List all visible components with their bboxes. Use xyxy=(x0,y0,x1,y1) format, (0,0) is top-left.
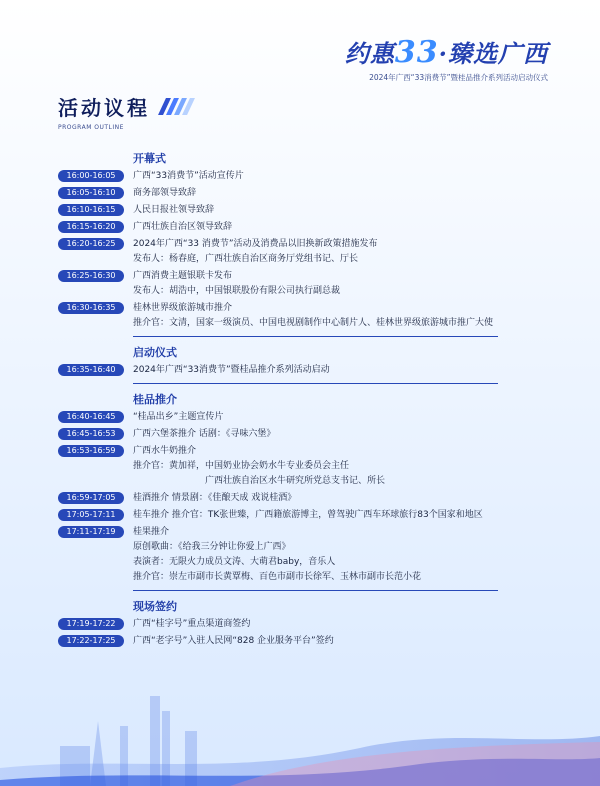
time-badge: 16:00-16:05 xyxy=(58,170,124,182)
agenda-item xyxy=(58,617,498,632)
time-badge: 16:53-16:59 xyxy=(58,445,124,457)
time-badge: 17:05-17:11 xyxy=(58,509,124,521)
time-badge: 16:59-17:05 xyxy=(58,492,124,504)
agenda-item xyxy=(58,508,498,523)
agenda-item-line: 桂车推介 推介官：TK张世臻，广西籍旅游博主，曾驾驶广西车环球旅行83个国家和地区 xyxy=(133,510,483,520)
agenda-item-line: 桂林世界级旅游城市推介 xyxy=(133,303,233,313)
agenda-item-line: 推介官：黄加祥，中国奶业协会奶水牛专业委员会主任 xyxy=(133,461,350,471)
agenda-item-text xyxy=(133,237,378,267)
agenda-section-title: 开幕式 xyxy=(133,152,166,165)
section-divider xyxy=(133,336,498,337)
agenda-item-line: 商务部领导致辞 xyxy=(133,188,197,198)
time-badge: 16:05-16:10 xyxy=(58,187,124,199)
agenda-item xyxy=(58,269,498,299)
agenda-item-text xyxy=(133,220,232,235)
agenda-section xyxy=(58,344,498,384)
agenda-item-line: 广西“老字号”入驻人民网“828 企业服务平台”签约 xyxy=(133,636,334,646)
agenda-item-line: 推介官：崇左市副市长黄覃梅、百色市副市长徐军、玉林市副市长范小花 xyxy=(133,572,422,582)
agenda-item-line: 2024年广西“33 消费节”活动及消费品以旧换新政策措施发布 xyxy=(133,239,378,249)
agenda-item-text xyxy=(133,301,493,331)
section-divider xyxy=(133,383,498,384)
section-subtitle: PROGRAM OUTLINE xyxy=(58,124,124,131)
agenda-item-line: 广西壮族自治区水牛研究所党总支书记、所长 xyxy=(205,476,386,486)
event-logo-title: 约惠33·臻选广西 xyxy=(344,35,548,70)
agenda-item-text xyxy=(133,186,196,201)
agenda-item xyxy=(58,410,498,425)
agenda-item xyxy=(58,186,498,201)
agenda-item xyxy=(58,525,498,585)
agenda-item-text xyxy=(133,617,250,632)
agenda-section xyxy=(58,150,498,337)
time-badge: 16:25-16:30 xyxy=(58,270,124,282)
agenda-section-title: 桂品推介 xyxy=(133,393,177,406)
agenda-item-line: 表演者：无限火力成员文涛、大萌君baby，音乐人 xyxy=(133,557,336,567)
section-title: 活动议程 xyxy=(58,92,191,121)
agenda-item-line: 广西“33消费节”活动宣传片 xyxy=(133,171,244,181)
agenda-item-line: 2024年广西“33消费节”暨桂品推介系列活动启动 xyxy=(133,365,330,375)
agenda-section xyxy=(58,598,498,649)
time-badge: 16:10-16:15 xyxy=(58,204,124,216)
agenda-item-line: 人民日报社领导致辞 xyxy=(133,205,215,215)
agenda-item xyxy=(58,203,498,218)
agenda-item xyxy=(58,427,498,442)
agenda-item-line: 推介官：文清，国家一级演员、中国电视剧制作中心制片人、桂林世界级旅游城市推广大使 xyxy=(133,318,494,328)
agenda-item-text xyxy=(133,203,214,218)
time-badge: 16:20-16:25 xyxy=(58,238,124,250)
agenda-item xyxy=(58,169,498,184)
time-badge: 17:22-17:25 xyxy=(58,635,124,647)
agenda-item-line: 广西消费主题银联卡发布 xyxy=(133,271,233,281)
time-badge: 16:45-16:53 xyxy=(58,428,124,440)
agenda-item-line: 发布人：杨春庭，广西壮族自治区商务厅党组书记、厅长 xyxy=(133,254,359,264)
agenda-item-line: 广西水牛奶推介 xyxy=(133,446,197,456)
agenda-item-text xyxy=(133,491,296,506)
agenda-item-line: 广西“桂字号”重点渠道商签约 xyxy=(133,619,251,629)
event-logo-subtitle: 2024年广西“33消费节”暨桂品推介系列活动启动仪式 xyxy=(369,73,548,82)
agenda-item-text xyxy=(133,269,340,299)
agenda-item-line: 桂果推介 xyxy=(133,527,170,537)
agenda-item-text xyxy=(133,410,223,425)
time-badge: 17:19-17:22 xyxy=(58,618,124,630)
event-logo xyxy=(345,34,548,83)
agenda-item xyxy=(58,237,498,267)
agenda-item-line: 发布人：胡浩中，中国银联股份有限公司执行副总裁 xyxy=(133,286,341,296)
agenda-item-line: 原创歌曲：《给我三分钟让你爱上广西》 xyxy=(133,542,291,552)
agenda-section-title: 现场签约 xyxy=(133,600,177,613)
time-badge: 16:15-16:20 xyxy=(58,221,124,233)
time-badge: 16:30-16:35 xyxy=(58,302,124,314)
agenda-item-text xyxy=(133,427,275,442)
section-divider xyxy=(133,590,498,591)
agenda-item-text xyxy=(133,363,330,378)
agenda-item-line: 广西壮族自治区领导致辞 xyxy=(133,222,233,232)
slash-decoration-icon xyxy=(162,98,191,115)
agenda-item-line: 桂酒推介 情景剧：《佳酿天成 戏说桂酒》 xyxy=(133,493,297,503)
agenda-item xyxy=(58,491,498,506)
agenda-item xyxy=(58,444,498,489)
agenda-item-text xyxy=(133,525,421,585)
agenda-item xyxy=(58,363,498,378)
time-badge: 17:11-17:19 xyxy=(58,526,124,538)
time-badge: 16:40-16:45 xyxy=(58,411,124,423)
agenda-item-text xyxy=(133,169,244,184)
city-skyline-illustration xyxy=(0,676,600,786)
agenda-item-line: 广西六堡茶推介 话剧：《寻味六堡》 xyxy=(133,429,276,439)
agenda-item-text xyxy=(133,508,483,523)
agenda-item-text xyxy=(133,444,385,489)
time-badge: 16:35-16:40 xyxy=(58,364,124,376)
agenda-section-title: 启动仪式 xyxy=(133,346,177,359)
agenda-list xyxy=(58,150,498,655)
agenda-item xyxy=(58,220,498,235)
agenda-item xyxy=(58,634,498,649)
section-header xyxy=(58,92,191,131)
agenda-item-line: “桂品出乡”主题宣传片 xyxy=(133,412,224,422)
agenda-item-text xyxy=(133,634,334,649)
agenda-item xyxy=(58,301,498,331)
agenda-section xyxy=(58,391,498,591)
